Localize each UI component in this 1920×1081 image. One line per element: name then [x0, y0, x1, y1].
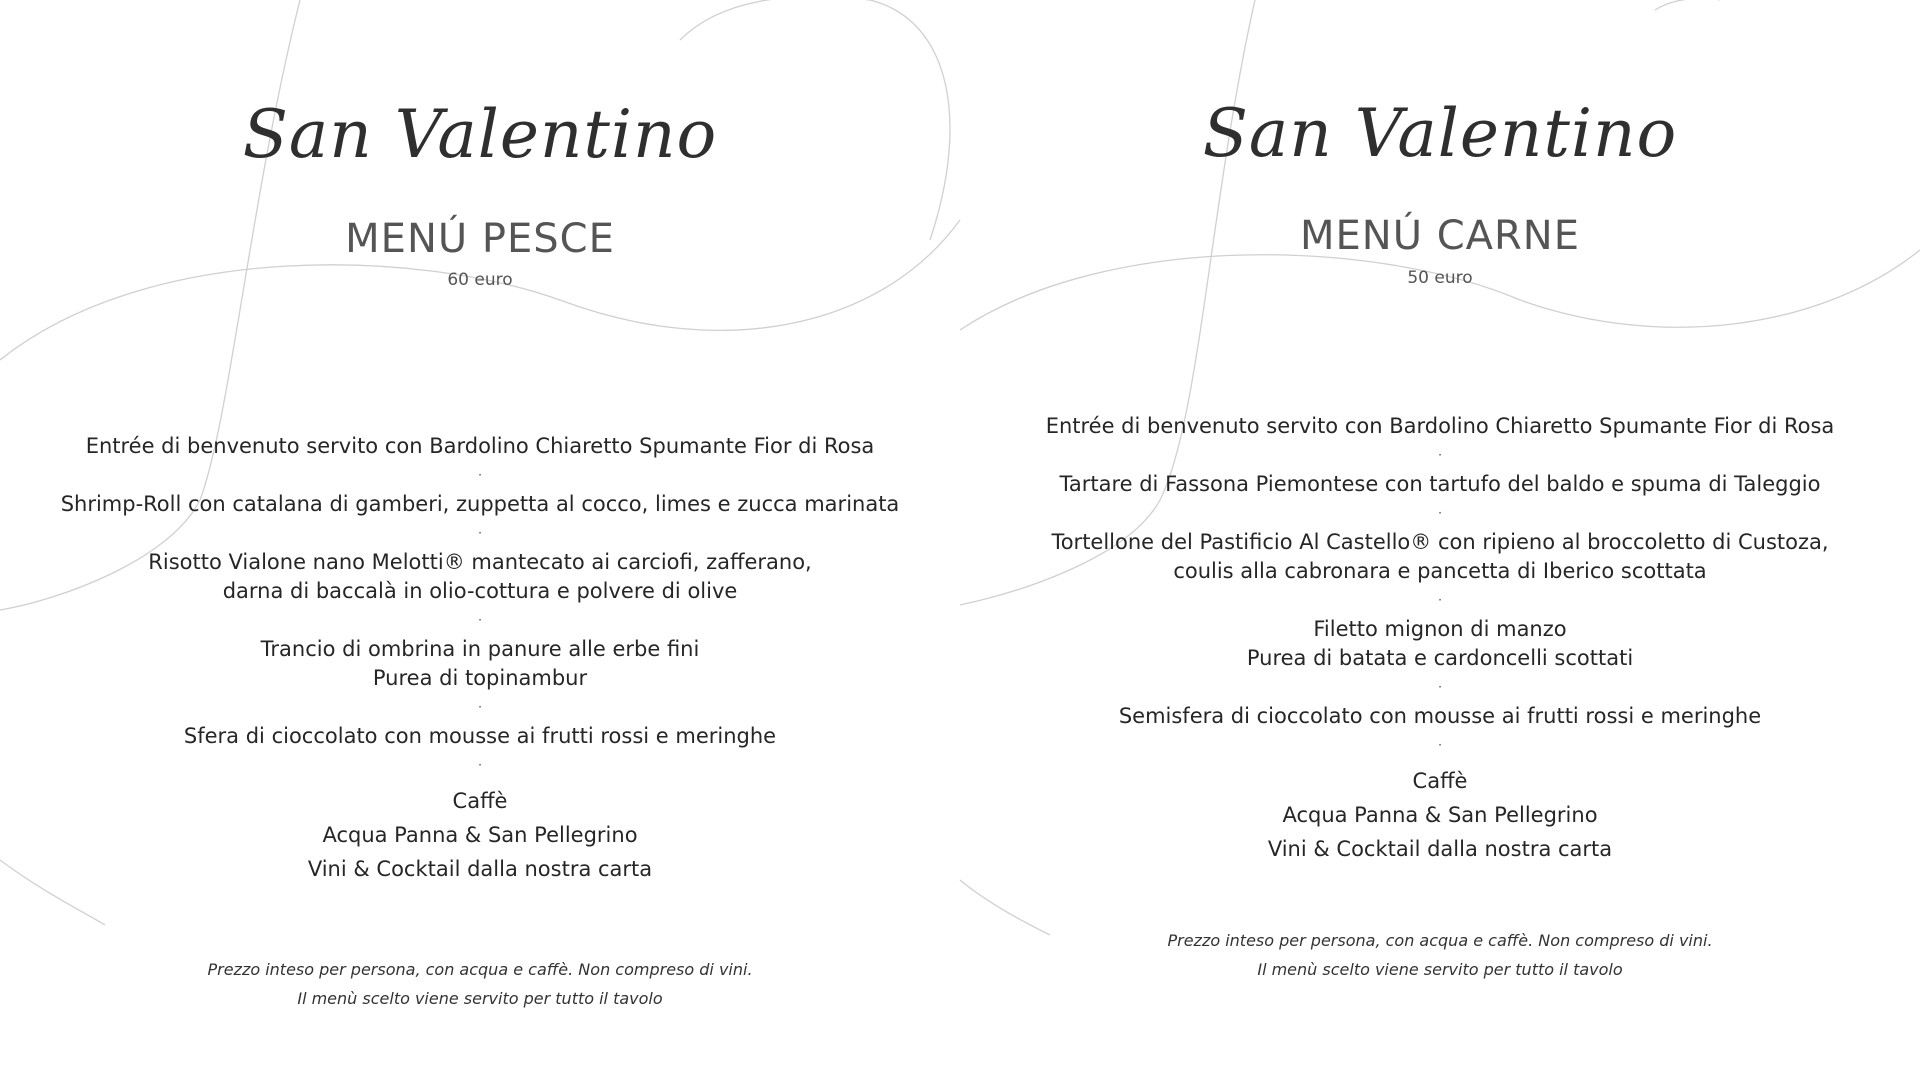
course-item	[960, 528, 1920, 586]
course-separator: ·	[478, 468, 482, 482]
course-list	[0, 432, 960, 886]
course-item	[0, 635, 960, 693]
course-item	[960, 615, 1920, 673]
course-line: Purea di topinambur	[372, 666, 588, 690]
menu-footer-note	[0, 955, 960, 1013]
course-line: Purea di batata e cardoncelli scottati	[1246, 646, 1634, 670]
course-separator: ·	[1438, 680, 1442, 694]
course-separator: ·	[478, 758, 482, 772]
course-item	[0, 432, 960, 461]
menu-title: MENÚ CARNE	[1300, 213, 1580, 259]
menu-title: MENÚ PESCE	[345, 216, 615, 262]
course-line: Entrée di benvenuto servito con Bardolino Chiaretto Spumante Fior di Rosa	[1045, 414, 1835, 438]
course-line: Tortellone del Pastificio Al Castello® con ripieno al broccoletto di Custoza,	[1051, 530, 1829, 554]
course-item	[0, 490, 960, 519]
menu-card-carne	[960, 0, 1920, 1081]
course-item	[0, 722, 960, 751]
footer-line: Prezzo inteso per persona, con acqua e caffè. Non compreso di vini.	[1167, 931, 1713, 950]
script-heading: San Valentino	[242, 96, 718, 173]
course-separator: ·	[478, 700, 482, 714]
footer-line: Il menù scelto viene servito per tutto il tavolo	[297, 989, 663, 1008]
extra-item: Caffè	[1412, 769, 1468, 793]
course-line: Shrimp-Roll con catalana di gamberi, zuppetta al cocco, limes e zucca marinata	[60, 492, 900, 516]
menu-footer-note	[960, 926, 1920, 984]
extra-item: Caffè	[452, 789, 508, 813]
course-line: Entrée di benvenuto servito con Bardolino Chiaretto Spumante Fior di Rosa	[85, 434, 875, 458]
course-item	[960, 412, 1920, 441]
course-line: Trancio di ombrina in panure alle erbe fini	[260, 637, 700, 661]
course-separator: ·	[1438, 448, 1442, 462]
course-item	[0, 548, 960, 606]
course-line: Tartare di Fassona Piemontese con tartufo del baldo e spuma di Taleggio	[1059, 472, 1821, 496]
course-separator: ·	[1438, 738, 1442, 752]
footer-line: Prezzo inteso per persona, con acqua e caffè. Non compreso di vini.	[207, 960, 753, 979]
extra-item: Vini & Cocktail dalla nostra carta	[1267, 837, 1613, 861]
course-line: darna di baccalà in olio-cottura e polvere di olive	[222, 579, 738, 603]
course-separator: ·	[478, 613, 482, 627]
course-line: Filetto mignon di manzo	[1313, 617, 1567, 641]
menu-price: 50 euro	[1407, 268, 1473, 288]
course-line: Sfera di cioccolato con mousse ai frutti rossi e meringhe	[183, 724, 777, 748]
course-item	[960, 702, 1920, 731]
course-separator: ·	[478, 526, 482, 540]
course-line: Risotto Vialone nano Melotti® mantecato ai carciofi, zafferano,	[148, 550, 812, 574]
menu-price: 60 euro	[447, 270, 513, 290]
course-line: Semisfera di cioccolato con mousse ai frutti rossi e meringhe	[1118, 704, 1762, 728]
extra-item: Vini & Cocktail dalla nostra carta	[307, 857, 653, 881]
extra-item: Acqua Panna & San Pellegrino	[322, 823, 638, 847]
extra-item: Acqua Panna & San Pellegrino	[1282, 803, 1598, 827]
footer-line: Il menù scelto viene servito per tutto il tavolo	[1257, 960, 1623, 979]
course-line: coulis alla cabronara e pancetta di Iberico scottata	[1173, 559, 1707, 583]
script-heading: San Valentino	[1202, 95, 1678, 172]
course-list	[960, 412, 1920, 866]
course-separator: ·	[1438, 593, 1442, 607]
course-separator: ·	[1438, 506, 1442, 520]
course-item	[960, 470, 1920, 499]
